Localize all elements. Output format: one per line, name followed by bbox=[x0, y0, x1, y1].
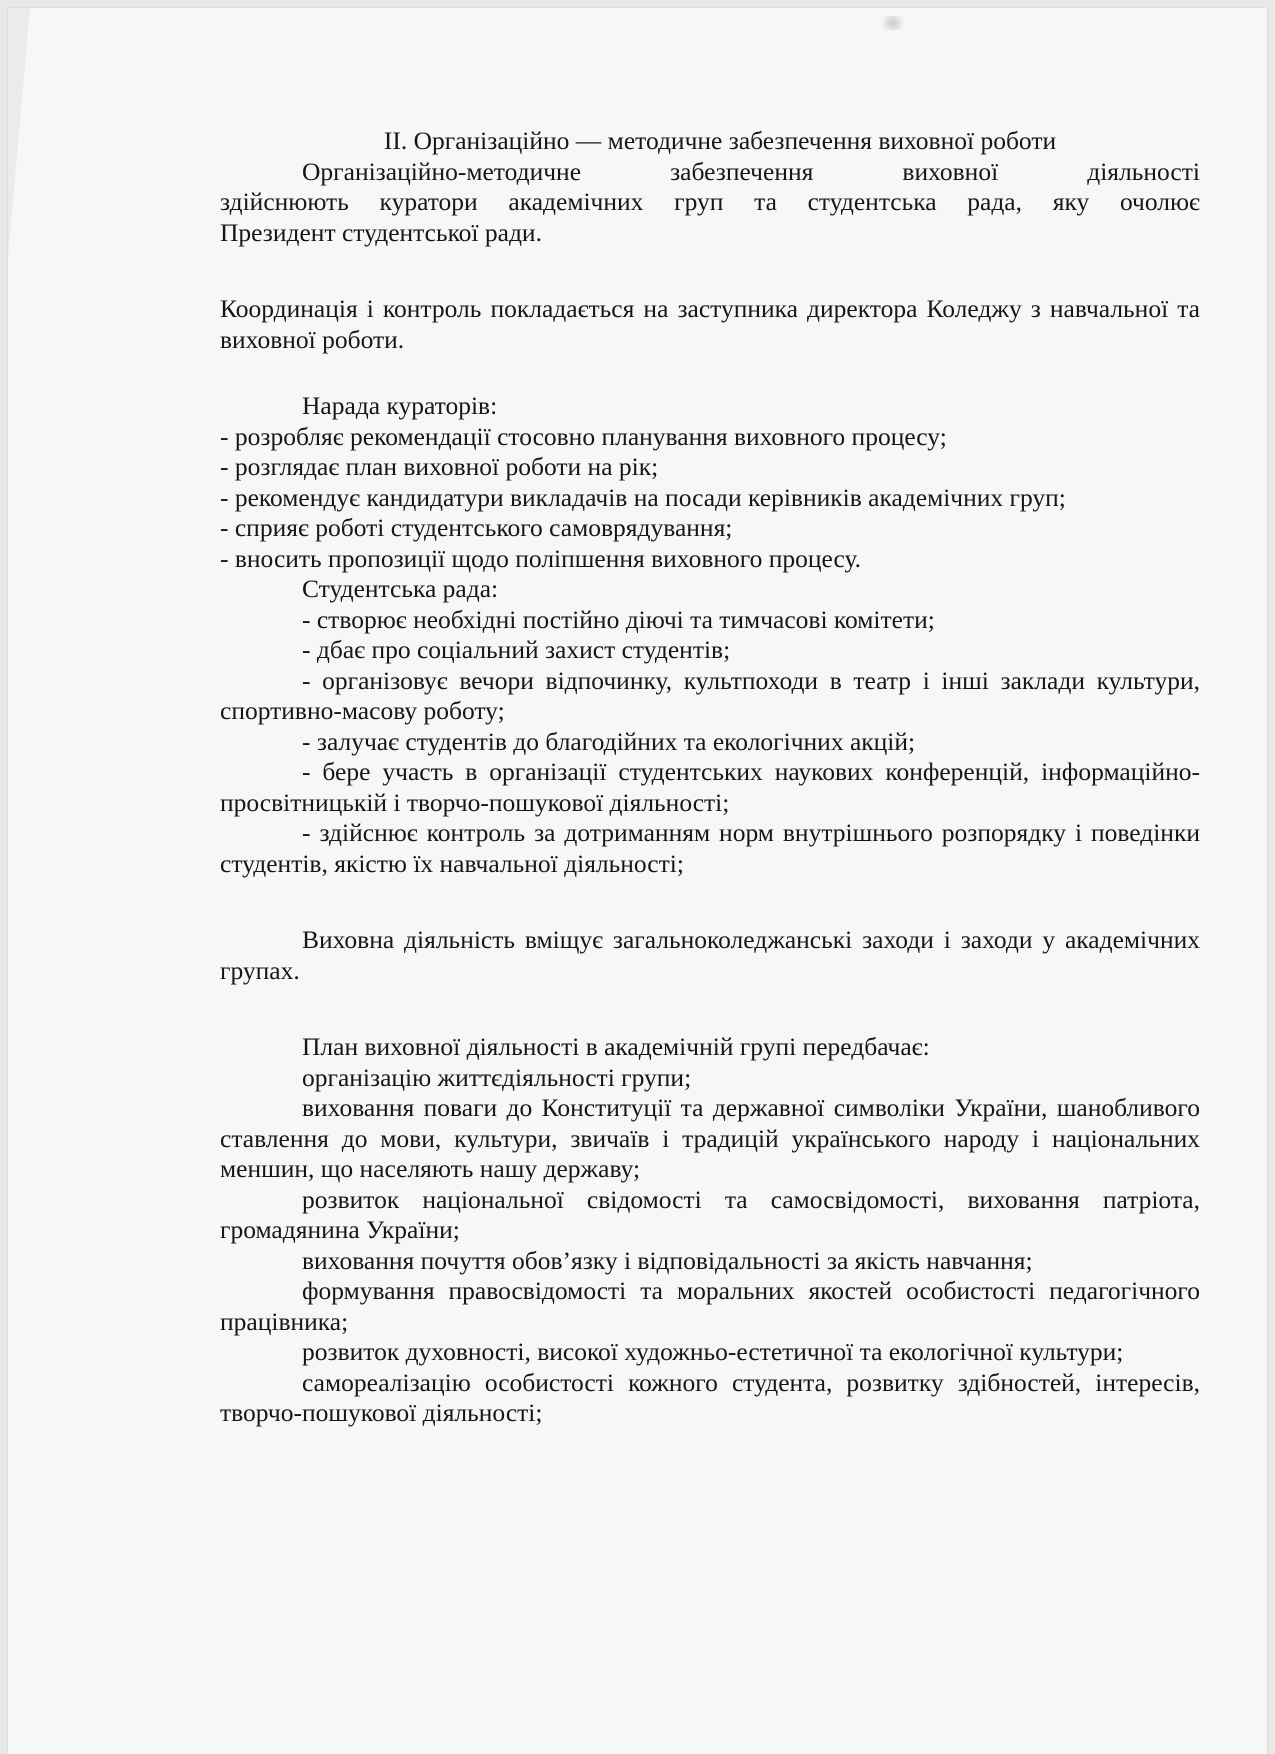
intro-line-2: здійснюють куратори академічних груп та студентська рада, яку очолює bbox=[220, 187, 1200, 216]
educational-activity-paragraph: Виховна діяльність вміщує загальноколеджанські заходи і заходи у академічних групах. bbox=[220, 925, 1200, 985]
document-body bbox=[220, 126, 1200, 1429]
group-plan-item: розвиток національної свідомості та самосвідомості, виховання патріота, громадянина України; bbox=[220, 1184, 1200, 1244]
group-plan-item: виховання почуття обов’язку і відповідальності за якість навчання; bbox=[302, 1245, 1033, 1275]
council-item: - дбає про соціальний захист студентів; bbox=[302, 635, 731, 664]
document-page bbox=[8, 8, 1267, 1754]
group-plan-section bbox=[220, 1032, 1200, 1429]
curators-item: - розробляє рекомендації стосовно планування виховного процесу; bbox=[220, 421, 947, 451]
intro-line-3: Президент студентської ради. bbox=[220, 217, 542, 247]
group-plan-item: формування правосвідомості та моральних якостей особистості педагогічного працівника; bbox=[220, 1276, 1200, 1336]
council-item: - залучає студентів до благодійних та екологічних акцій; bbox=[302, 726, 916, 756]
group-plan-item: розвиток духовності, високої художньо-естетичної та екологічної культури; bbox=[302, 1337, 1124, 1366]
curators-item: - рекомендує кандидатури викладачів на посади керівників академічних груп; bbox=[220, 482, 1066, 512]
coordination-paragraph: Координація і контроль покладається на заступника директора Коледжу з навчальної та виховної роботи. bbox=[220, 294, 1200, 354]
intro-word: забезпечення bbox=[670, 156, 814, 186]
curators-item: - вносить пропозиції щодо поліпшення виховного процесу. bbox=[220, 543, 862, 573]
page-fold-shadow bbox=[8, 8, 30, 258]
group-plan-item: виховання поваги до Конституції та державної символіки України, шанобливого ставлення до мови, культури, звичаїв і традицій українського народу і національних меншин, що населяють нашу державу; bbox=[220, 1093, 1200, 1183]
group-plan-item: самореалізацію особистості кожного студента, розвитку здібностей, інтересів, творчо-пошукової діяльності; bbox=[220, 1367, 1200, 1427]
student-council-section bbox=[220, 574, 1200, 879]
council-item: - бере участь в організації студентських наукових конференцій, інформаційно-просвітницькій і творчо-пошукової діяльності; bbox=[220, 757, 1200, 817]
curators-item: - сприяє роботі студентського самоврядування; bbox=[220, 513, 733, 542]
curators-meeting-heading: Нарада кураторів: bbox=[302, 391, 498, 420]
intro-word: Організаційно-методичне bbox=[302, 156, 582, 186]
curators-item: - розглядає план виховної роботи на рік; bbox=[220, 452, 659, 481]
scan-speck bbox=[878, 16, 908, 30]
council-item: - здійснює контроль за дотриманням норм внутрішнього розпорядку і поведінки студентів, якістю їх навчальної діяльності; bbox=[220, 818, 1200, 878]
student-council-heading: Студентська рада: bbox=[302, 574, 499, 603]
group-plan-item: організацію життєдіяльності групи; bbox=[302, 1062, 692, 1092]
intro-word: діяльності bbox=[1087, 156, 1200, 186]
section-title: ІІ. Організаційно — методичне забезпечення виховної роботи bbox=[383, 126, 1057, 155]
council-item: - організовує вечори відпочинку, культпоходи в театр і інші заклади культури, спортивно-масову роботу; bbox=[220, 665, 1200, 725]
group-plan-heading: План виховної діяльності в академічній групі передбачає: bbox=[302, 1032, 930, 1061]
curators-meeting-section bbox=[220, 391, 1200, 574]
council-item: - створює необхідні постійно діючі та тимчасові комітети; bbox=[302, 604, 935, 634]
intro-word: виховної bbox=[902, 156, 999, 186]
intro-paragraph bbox=[220, 157, 1200, 249]
intro-line-1 bbox=[220, 157, 1200, 188]
